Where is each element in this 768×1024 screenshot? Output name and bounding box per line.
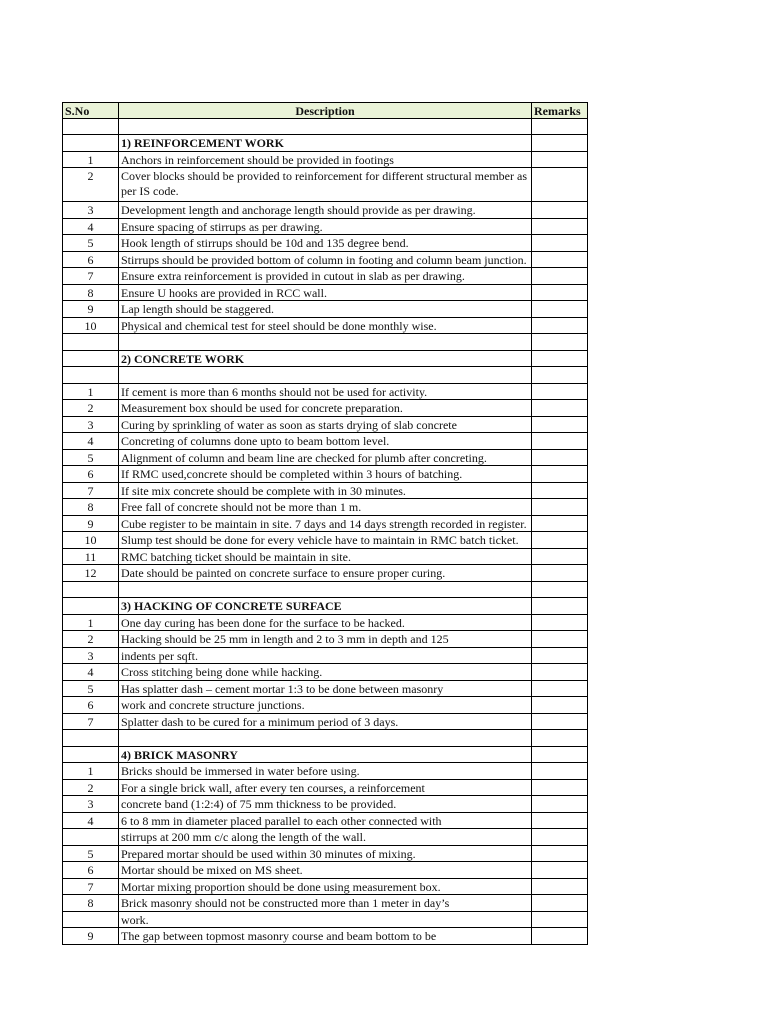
remarks-cell	[532, 912, 587, 928]
table-row	[62, 168, 588, 202]
table-row	[62, 499, 588, 516]
remarks-cell	[532, 895, 587, 911]
table-row	[62, 780, 588, 797]
sno-cell: 5	[63, 235, 119, 251]
remarks-cell	[532, 813, 587, 829]
description-cell: Measurement box should be used for concrete preparation.	[119, 400, 532, 416]
remarks-cell	[532, 714, 587, 730]
sno-cell: 1	[63, 763, 119, 779]
remarks-cell	[532, 780, 587, 796]
sno-cell	[63, 135, 119, 151]
sno-cell: 8	[63, 499, 119, 515]
sno-cell: 4	[63, 664, 119, 680]
table-row	[62, 631, 588, 648]
sno-cell	[63, 367, 119, 383]
remarks-cell	[532, 351, 587, 367]
sno-cell: 11	[63, 549, 119, 565]
remarks-cell	[532, 681, 587, 697]
sno-cell: 7	[63, 879, 119, 895]
sno-cell: 3	[63, 417, 119, 433]
table-row	[62, 202, 588, 219]
remarks-cell	[532, 318, 587, 334]
table-row	[62, 928, 588, 945]
remarks-cell	[532, 846, 587, 862]
table-row	[62, 664, 588, 681]
description-cell: If site mix concrete should be complete with in 30 minutes.	[119, 483, 532, 499]
remarks-cell	[532, 119, 587, 135]
table-row	[62, 829, 588, 846]
sno-cell: 5	[63, 450, 119, 466]
table-row	[62, 895, 588, 912]
remarks-cell	[532, 301, 587, 317]
description-cell: stirrups at 200 mm c/c along the length of the wall.	[119, 829, 532, 845]
description-cell: Cross stitching being done while hacking.	[119, 664, 532, 680]
remarks-cell	[532, 730, 587, 746]
description-cell	[119, 334, 532, 350]
sno-cell: 4	[63, 219, 119, 235]
sno-cell	[63, 351, 119, 367]
table-row	[62, 516, 588, 533]
section-title: 3) HACKING OF CONCRETE SURFACE	[119, 598, 532, 614]
remarks-cell	[532, 796, 587, 812]
sno-cell: 2	[63, 400, 119, 416]
remarks-cell	[532, 285, 587, 301]
description-cell: Cover blocks should be provided to reinforcement for different structural member as per IS code.	[119, 168, 532, 201]
table-row	[62, 252, 588, 269]
sno-cell: 9	[63, 516, 119, 532]
remarks-cell	[532, 417, 587, 433]
remarks-cell	[532, 483, 587, 499]
remarks-cell	[532, 631, 587, 647]
sno-cell	[63, 119, 119, 135]
description-cell: Slump test should be done for every vehicle have to maintain in RMC batch ticket.	[119, 532, 532, 548]
table-header-row	[62, 102, 588, 119]
sno-cell: 2	[63, 631, 119, 647]
sno-cell: 2	[63, 780, 119, 796]
table-body	[62, 119, 588, 945]
remarks-cell	[532, 862, 587, 878]
description-cell: Hook length of stirrups should be 10d and 135 degree bend.	[119, 235, 532, 251]
sno-cell	[63, 912, 119, 928]
remarks-cell	[532, 648, 587, 664]
description-cell: For a single brick wall, after every ten courses, a reinforcement	[119, 780, 532, 796]
table-row	[62, 763, 588, 780]
description-cell: Lap length should be staggered.	[119, 301, 532, 317]
sno-cell: 4	[63, 813, 119, 829]
sno-cell: 4	[63, 433, 119, 449]
table-row	[62, 912, 588, 929]
remarks-cell	[532, 549, 587, 565]
description-cell: One day curing has been done for the surface to be hacked.	[119, 615, 532, 631]
sno-cell: 1	[63, 152, 119, 168]
sno-cell	[63, 829, 119, 845]
description-cell: Ensure extra reinforcement is provided in cutout in slab as per drawing.	[119, 268, 532, 284]
description-cell: The gap between topmost masonry course and beam bottom to be	[119, 928, 532, 944]
description-cell: Physical and chemical test for steel should be done monthly wise.	[119, 318, 532, 334]
sno-cell: 6	[63, 862, 119, 878]
table-row	[62, 400, 588, 417]
sno-cell: 5	[63, 681, 119, 697]
remarks-cell	[532, 450, 587, 466]
sno-cell: 9	[63, 928, 119, 944]
section-heading-row	[62, 598, 588, 615]
sno-cell: 3	[63, 202, 119, 218]
table-row	[62, 796, 588, 813]
remarks-cell	[532, 235, 587, 251]
table-row	[62, 681, 588, 698]
description-cell: Anchors in reinforcement should be provided in footings	[119, 152, 532, 168]
table-row	[62, 235, 588, 252]
remarks-cell	[532, 202, 587, 218]
section-heading-row	[62, 351, 588, 368]
remarks-cell	[532, 268, 587, 284]
description-cell: work.	[119, 912, 532, 928]
description-cell: Alignment of column and beam line are checked for plumb after concreting.	[119, 450, 532, 466]
remarks-cell	[532, 763, 587, 779]
sno-cell: 3	[63, 796, 119, 812]
description-cell	[119, 730, 532, 746]
table-row	[62, 417, 588, 434]
description-cell	[119, 582, 532, 598]
remarks-cell	[532, 135, 587, 151]
section-heading-row	[62, 747, 588, 764]
table-row	[62, 152, 588, 169]
description-cell: Brick masonry should not be constructed more than 1 meter in day’s	[119, 895, 532, 911]
description-cell: concrete band (1:2:4) of 75 mm thickness to be provided.	[119, 796, 532, 812]
blank-row	[62, 367, 588, 384]
sno-cell: 6	[63, 252, 119, 268]
table-row	[62, 532, 588, 549]
description-cell: Mortar should be mixed on MS sheet.	[119, 862, 532, 878]
description-cell: Ensure U hooks are provided in RCC wall.	[119, 285, 532, 301]
remarks-cell	[532, 615, 587, 631]
description-cell: Cube register to be maintain in site. 7 days and 14 days strength recorded in register.	[119, 516, 532, 532]
remarks-cell	[532, 879, 587, 895]
table-row	[62, 483, 588, 500]
description-cell: 6 to 8 mm in diameter placed parallel to each other connected with	[119, 813, 532, 829]
sno-cell	[63, 747, 119, 763]
remarks-cell	[532, 516, 587, 532]
sno-cell	[63, 730, 119, 746]
description-cell: Development length and anchorage length should provide as per drawing.	[119, 202, 532, 218]
description-cell: Date should be painted on concrete surface to ensure proper curing.	[119, 565, 532, 581]
table-row	[62, 862, 588, 879]
remarks-cell	[532, 400, 587, 416]
table-row	[62, 384, 588, 401]
sno-cell: 7	[63, 714, 119, 730]
header-remarks: Remarks	[534, 104, 581, 118]
sno-cell: 8	[63, 285, 119, 301]
table-row	[62, 268, 588, 285]
sno-cell	[63, 582, 119, 598]
table-row	[62, 697, 588, 714]
remarks-cell	[532, 532, 587, 548]
description-cell	[119, 119, 532, 135]
sno-cell: 12	[63, 565, 119, 581]
sno-cell: 7	[63, 483, 119, 499]
description-cell	[119, 367, 532, 383]
table-row	[62, 433, 588, 450]
remarks-cell	[532, 252, 587, 268]
sno-cell: 1	[63, 615, 119, 631]
description-cell: Splatter dash to be cured for a minimum period of 3 days.	[119, 714, 532, 730]
description-cell: Has splatter dash – cement mortar 1:3 to be done between masonry	[119, 681, 532, 697]
sno-cell: 9	[63, 301, 119, 317]
description-cell: Mortar mixing proportion should be done using measurement box.	[119, 879, 532, 895]
sno-cell: 1	[63, 384, 119, 400]
header-description: Description	[119, 103, 532, 118]
remarks-cell	[532, 928, 587, 944]
table-row	[62, 301, 588, 318]
remarks-cell	[532, 664, 587, 680]
table-row	[62, 549, 588, 566]
description-cell: Bricks should be immersed in water before using.	[119, 763, 532, 779]
sno-cell: 8	[63, 895, 119, 911]
remarks-cell	[532, 152, 587, 168]
table-row	[62, 615, 588, 632]
table-row	[62, 813, 588, 830]
sno-cell: 7	[63, 268, 119, 284]
description-cell: Curing by sprinkling of water as soon as starts drying of slab concrete	[119, 417, 532, 433]
table-row	[62, 318, 588, 335]
remarks-cell	[532, 829, 587, 845]
description-cell: indents per sqft.	[119, 648, 532, 664]
sno-cell	[63, 598, 119, 614]
table-row	[62, 450, 588, 467]
description-cell: Hacking should be 25 mm in length and 2 to 3 mm in depth and 125	[119, 631, 532, 647]
description-cell: Ensure spacing of stirrups as per drawing.	[119, 219, 532, 235]
description-cell: Stirrups should be provided bottom of column in footing and column beam junction.	[119, 252, 532, 268]
remarks-cell	[532, 219, 587, 235]
remarks-cell	[532, 697, 587, 713]
sno-cell	[63, 334, 119, 350]
blank-row	[62, 582, 588, 599]
table-row	[62, 565, 588, 582]
remarks-cell	[532, 582, 587, 598]
description-cell: Concreting of columns done upto to beam bottom level.	[119, 433, 532, 449]
sno-cell: 10	[63, 532, 119, 548]
description-cell: If cement is more than 6 months should not be used for activity.	[119, 384, 532, 400]
remarks-cell	[532, 384, 587, 400]
description-cell: Free fall of concrete should not be more than 1 m.	[119, 499, 532, 515]
table-row	[62, 879, 588, 896]
sno-cell: 10	[63, 318, 119, 334]
sno-cell: 3	[63, 648, 119, 664]
section-title: 2) CONCRETE WORK	[119, 351, 532, 367]
remarks-cell	[532, 499, 587, 515]
remarks-cell	[532, 466, 587, 482]
blank-row	[62, 119, 588, 136]
section-heading-row	[62, 135, 588, 152]
remarks-cell	[532, 565, 587, 581]
header-sno: S.No	[63, 103, 119, 118]
table-row	[62, 648, 588, 665]
table-row	[62, 219, 588, 236]
section-title: 1) REINFORCEMENT WORK	[119, 135, 532, 151]
sno-cell: 5	[63, 846, 119, 862]
remarks-cell	[532, 367, 587, 383]
sno-cell: 2	[63, 168, 119, 201]
description-cell: RMC batching ticket should be maintain in site.	[119, 549, 532, 565]
description-cell: work and concrete structure junctions.	[119, 697, 532, 713]
description-cell: Prepared mortar should be used within 30 minutes of mixing.	[119, 846, 532, 862]
checklist-table	[62, 102, 588, 945]
remarks-cell	[532, 334, 587, 350]
sno-cell: 6	[63, 697, 119, 713]
remarks-cell	[532, 168, 587, 201]
sno-cell: 6	[63, 466, 119, 482]
table-row	[62, 285, 588, 302]
table-row	[62, 714, 588, 731]
section-title: 4) BRICK MASONRY	[119, 747, 532, 763]
remarks-cell	[532, 598, 587, 614]
table-row	[62, 466, 588, 483]
blank-row	[62, 730, 588, 747]
remarks-cell	[532, 747, 587, 763]
description-cell: If RMC used,concrete should be completed within 3 hours of batching.	[119, 466, 532, 482]
remarks-cell	[532, 433, 587, 449]
blank-row	[62, 334, 588, 351]
table-row	[62, 846, 588, 863]
